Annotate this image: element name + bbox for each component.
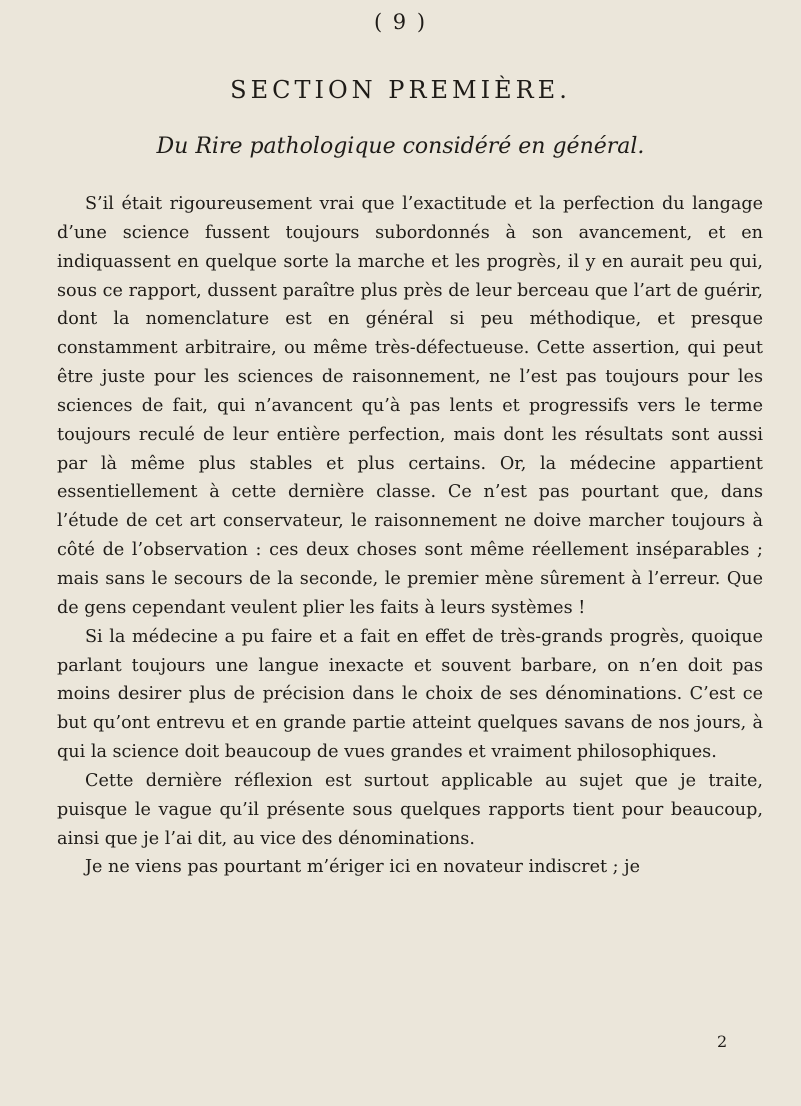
signature-mark: 2	[717, 1032, 728, 1051]
paragraph: S’il était rigoureusement vrai que l’exactitude et la perfection du langage d’une science fussent toujours subordonnés à son avancement, et en indiquassent en quelque sorte la marche et les progrès, il y en aurait peu qui, sous ce rapport, dussent paraître plus près de leur berceau que l’art de guérir, dont la nomenclature est en général si peu méthodique, et presque constamment arbitraire, ou même très-défectueuse. Cette assertion, qui peut être juste pour les sciences de raisonnement, ne l’est pas toujours pour les sciences de fait, qui n’avancent qu’à pas lents et progressifs vers le terme toujours reculé de leur entière perfection, mais dont les résultats sont aussi par là même plus stables et plus certains. Or, la médecine appartient essentiellement à cette dernière classe. Ce n’est pas pourtant que, dans l’étude de cet art conservateur, le raisonnement ne doive marcher toujours à côté de l’observation : ces deux choses sont même réellement inséparables ; mais sans le secours de la seconde, le premier mène sûrement à l’erreur. Que de gens cependant veulent plier les faits à leurs systèmes !	[57, 194, 763, 618]
page-number: ( 9 )	[373, 10, 428, 34]
paragraph: Je ne viens pas pourtant m’ériger ici en novateur indiscret ; je	[85, 857, 641, 878]
paragraph: Si la médecine a pu faire et a fait en effet de très-grands progrès, quoique parlant toujours une langue inexacte et souvent barbare, on n’en doit pas moins desirer plus de précision dans le choix de ses dénominations. C’est ce but qu’ont entrevu et en grande partie atteint quelques savans de nos jours, à qui la science doit beaucoup de vues grandes et vraiment philosophiques.	[57, 626, 763, 763]
paragraph: Cette dernière réflexion est surtout applicable au sujet que je traite, puisque le vague qu’il présente sous quelques rapports tient pour beaucoup, ainsi que je l’ai dit, au vice des dénominations.	[57, 770, 763, 849]
body-text	[57, 190, 763, 882]
section-subtitle: Du Rire pathologique considéré en général.	[156, 134, 645, 159]
section-title: SECTION PREMIÈRE.	[230, 76, 571, 104]
